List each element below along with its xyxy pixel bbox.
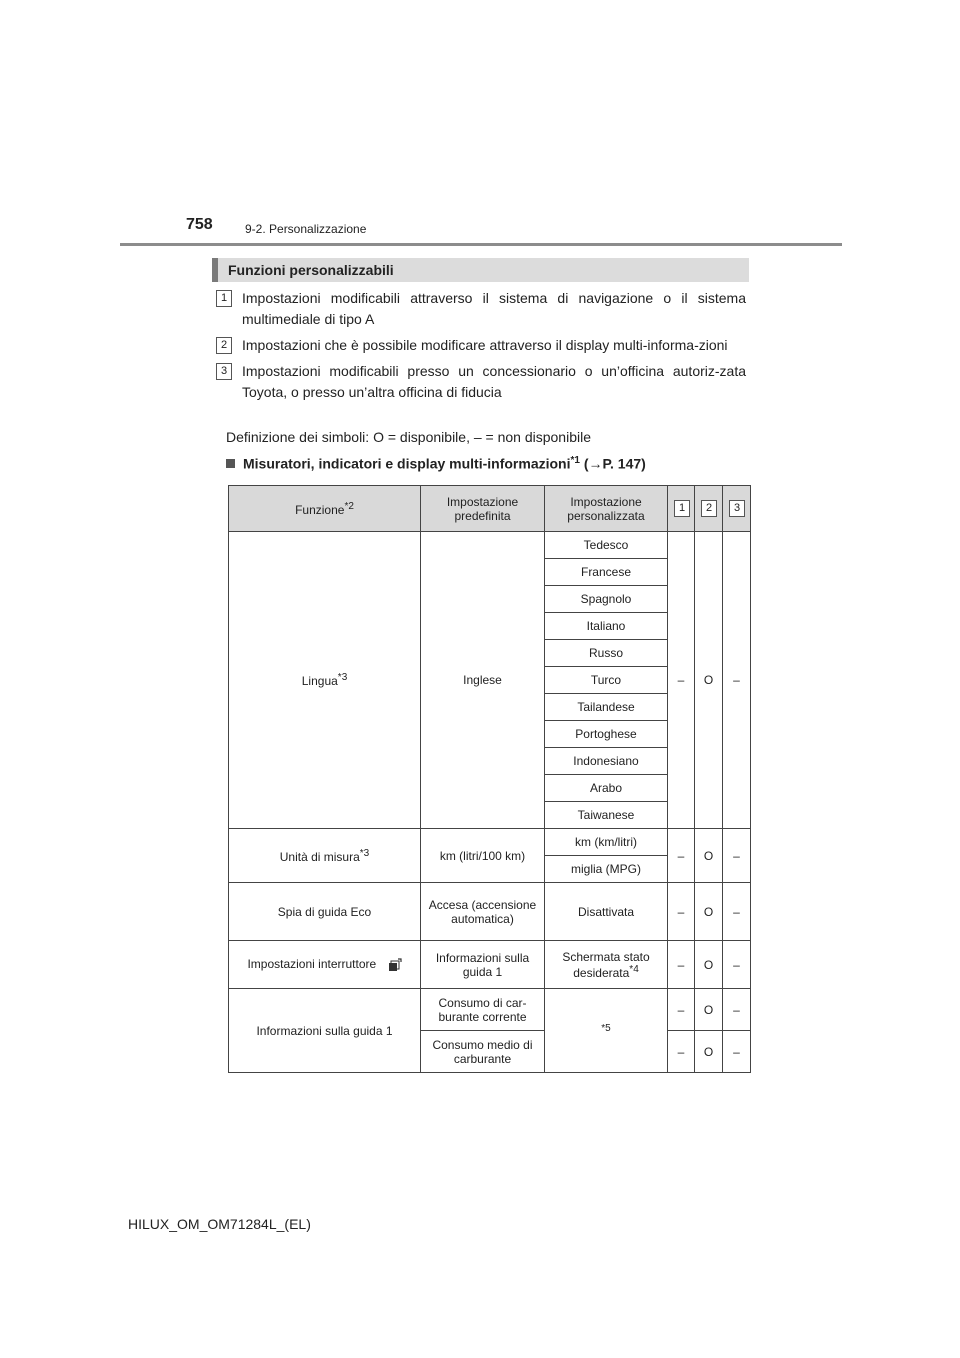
list-item-text: Impostazioni modificabili attraverso il sistema di navigazione o il sistema multimediale di tipo A: [242, 290, 746, 327]
cell-avail-2: O: [695, 532, 723, 829]
footnote-ref: *1: [570, 455, 580, 466]
table-row: [229, 989, 751, 1031]
cell-guida: Informazioni sulla guida 1: [229, 989, 421, 1073]
cell-spia: Spia di guida Eco: [229, 883, 421, 941]
cell-avail-2: O: [695, 883, 723, 941]
option-cell: Turco: [545, 667, 668, 694]
cell-guida-default: Consumo di car-burante corrente: [421, 989, 545, 1031]
header-rule: [120, 243, 842, 246]
settings-table: [228, 485, 751, 1073]
settings-legend-list: [216, 288, 746, 408]
cell-interruttore: Impostazioni interruttore: [229, 941, 421, 989]
section-title: 9-2. Personalizzazione: [245, 222, 367, 236]
cell-avail-3: –: [723, 883, 751, 941]
cell-avail-1: –: [668, 1031, 695, 1073]
cell-avail-3: –: [723, 829, 751, 883]
cell-avail-3: –: [723, 941, 751, 989]
symbols-definition: Definizione dei simboli: O = disponibile, – = non disponibile: [226, 429, 591, 445]
cell-avail-1: –: [668, 829, 695, 883]
cell-lingua: Lingua$^{*3}$: [229, 532, 421, 829]
cell-spia-default: Accesa (accensione automatica): [421, 883, 545, 941]
cell-avail-1: –: [668, 989, 695, 1031]
cell-avail-3: –: [723, 1031, 751, 1073]
cell-avail-2: O: [695, 941, 723, 989]
cell-avail-1: –: [668, 883, 695, 941]
header-funzione: Funzione$^{*2}$: [229, 486, 421, 532]
cell-lingua-default: Inglese: [421, 532, 545, 829]
page-reference: (→P. 147): [583, 455, 646, 472]
list-item-text: Impostazioni modificabili presso un concessionario o un’officina autoriz-zata Toyota, o presso un’altra officina di fiducia: [242, 363, 746, 400]
square-bullet-icon: [226, 459, 235, 468]
cell-avail-3: –: [723, 989, 751, 1031]
cell-guida-default: Consumo medio di carburante: [421, 1031, 545, 1073]
option-cell: Arabo: [545, 775, 668, 802]
cell-interruttore-custom: Schermata stato desiderata$^{*4}$: [545, 941, 668, 989]
list-item: [216, 288, 746, 330]
option-cell: Portoghese: [545, 721, 668, 748]
table-row: [229, 883, 751, 941]
option-cell: Spagnolo: [545, 586, 668, 613]
cell-interruttore-default: Informazioni sulla guida 1: [421, 941, 545, 989]
list-item-text: Impostazioni che è possibile modificare attraverso il display multi-informa-zioni: [242, 337, 728, 353]
cell-avail-1: –: [668, 941, 695, 989]
option-cell: Russo: [545, 640, 668, 667]
subheading-text: Misuratori, indicatori e display multi-informazioni: [243, 455, 571, 472]
option-cell: km (km/litri): [545, 829, 668, 856]
subheading: [226, 455, 646, 472]
table-header-row: [229, 486, 751, 532]
option-cell: Indonesiano: [545, 748, 668, 775]
cell-spia-custom: Disattivata: [545, 883, 668, 941]
header-custom: Impostazione personalizzata: [545, 486, 668, 532]
option-cell: Italiano: [545, 613, 668, 640]
option-cell: Tailandese: [545, 694, 668, 721]
header-col-1: 1: [668, 486, 695, 532]
number-badge-2: 2: [216, 337, 232, 354]
cell-avail-1: –: [668, 532, 695, 829]
header-col-3: 3: [723, 486, 751, 532]
cell-avail-2: O: [695, 829, 723, 883]
number-badge-3: 3: [216, 363, 232, 380]
page-number: 758: [186, 216, 213, 233]
functions-title-bar: Funzioni personalizzabili: [212, 258, 749, 282]
display-switch-icon: [388, 958, 402, 972]
cell-avail-2: O: [695, 1031, 723, 1073]
cell-avail-2: O: [695, 989, 723, 1031]
option-cell: Francese: [545, 559, 668, 586]
header-default: Impostazione predefinita: [421, 486, 545, 532]
number-badge-1: 1: [216, 290, 232, 307]
cell-unita-default: km (litri/100 km): [421, 829, 545, 883]
option-cell: Taiwanese: [545, 802, 668, 829]
cell-guida-custom: *5: [545, 989, 668, 1073]
option-cell: Tedesco: [545, 532, 668, 559]
list-item: [216, 361, 746, 403]
cell-avail-3: –: [723, 532, 751, 829]
table-row: [229, 941, 751, 989]
list-item: [216, 335, 746, 356]
table-row: [229, 829, 751, 856]
document-code: HILUX_OM_OM71284L_(EL): [128, 1216, 311, 1232]
cell-unita: Unità di misura$^{*3}$: [229, 829, 421, 883]
header-col-2: 2: [695, 486, 723, 532]
option-cell: miglia (MPG): [545, 856, 668, 883]
table-row: [229, 532, 751, 559]
